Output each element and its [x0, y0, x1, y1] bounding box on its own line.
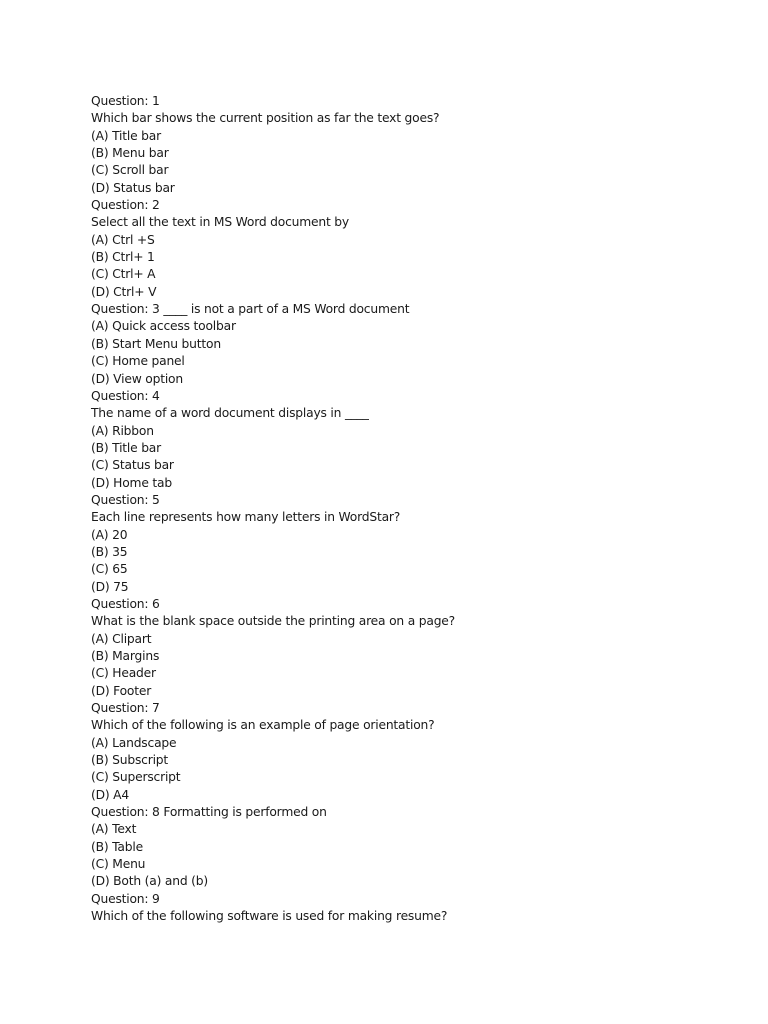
answer-option: (C) Status bar	[91, 458, 174, 473]
answer-option: (A) Ctrl +S	[91, 232, 155, 247]
answer-option: (A) Ribbon	[91, 423, 154, 438]
question-text: What is the blank space outside the printing area on a page?	[91, 614, 455, 629]
answer-option: (D) View option	[91, 371, 183, 386]
question-header: Question: 6	[91, 596, 160, 611]
question-text: Which bar shows the current position as far the text goes?	[91, 111, 440, 126]
question-header: Question: 1	[91, 94, 160, 108]
question-header: Question: 8 Formatting is performed on	[91, 805, 327, 820]
answer-option: (D) Home tab	[91, 475, 172, 490]
question-header: Question: 4	[91, 388, 160, 403]
question-header: Question: 2	[91, 198, 160, 213]
answer-option: (C) Header	[91, 666, 156, 681]
answer-option: (B) Title bar	[91, 440, 161, 455]
answer-option: (B) Menu bar	[91, 146, 169, 161]
answer-option: (A) Text	[91, 822, 137, 837]
answer-option: (D) Ctrl+ V	[91, 284, 157, 299]
answer-option: (C) Scroll bar	[91, 163, 169, 178]
answer-option: (B) Start Menu button	[91, 336, 221, 351]
answer-option: (B) Ctrl+ 1	[91, 250, 155, 265]
answer-option: (D) Status bar	[91, 180, 175, 195]
answer-option: (D) Footer	[91, 683, 152, 698]
answer-option: (B) Table	[91, 839, 143, 854]
answer-option: (A) 20	[91, 527, 128, 542]
answer-option: (C) Superscript	[91, 770, 181, 785]
answer-option: (D) Both (a) and (b)	[91, 874, 208, 889]
answer-option: (A) Landscape	[91, 735, 177, 750]
document-content	[91, 93, 731, 926]
answer-option: (B) 35	[91, 544, 128, 559]
question-text: Select all the text in MS Word document by	[91, 215, 349, 230]
question-header: Question: 7	[91, 701, 160, 716]
answer-option: (B) Margins	[91, 649, 160, 663]
question-text: Each line represents how many letters in WordStar?	[91, 510, 401, 525]
question-header: Question: 5	[91, 492, 160, 507]
answer-option: (B) Subscript	[91, 753, 169, 768]
answer-option: (D) A4	[91, 787, 130, 802]
question-text: Which of the following is an example of page orientation?	[91, 718, 435, 733]
answer-option: (C) 65	[91, 562, 128, 577]
answer-option: (A) Clipart	[91, 631, 152, 646]
answer-option: (C) Ctrl+ A	[91, 267, 156, 282]
answer-option: (A) Quick access toolbar	[91, 319, 236, 334]
question-header: Question: 3 ____ is not a part of a MS Word document	[91, 302, 410, 317]
question-text: Which of the following software is used for making resume?	[91, 909, 448, 924]
answer-option: (C) Home panel	[91, 354, 185, 369]
answer-option: (C) Menu	[91, 857, 146, 872]
question-text: The name of a word document displays in ____	[91, 406, 369, 421]
answer-option: (D) 75	[91, 579, 129, 594]
question-header: Question: 9	[91, 891, 160, 906]
answer-option: (A) Title bar	[91, 128, 161, 143]
